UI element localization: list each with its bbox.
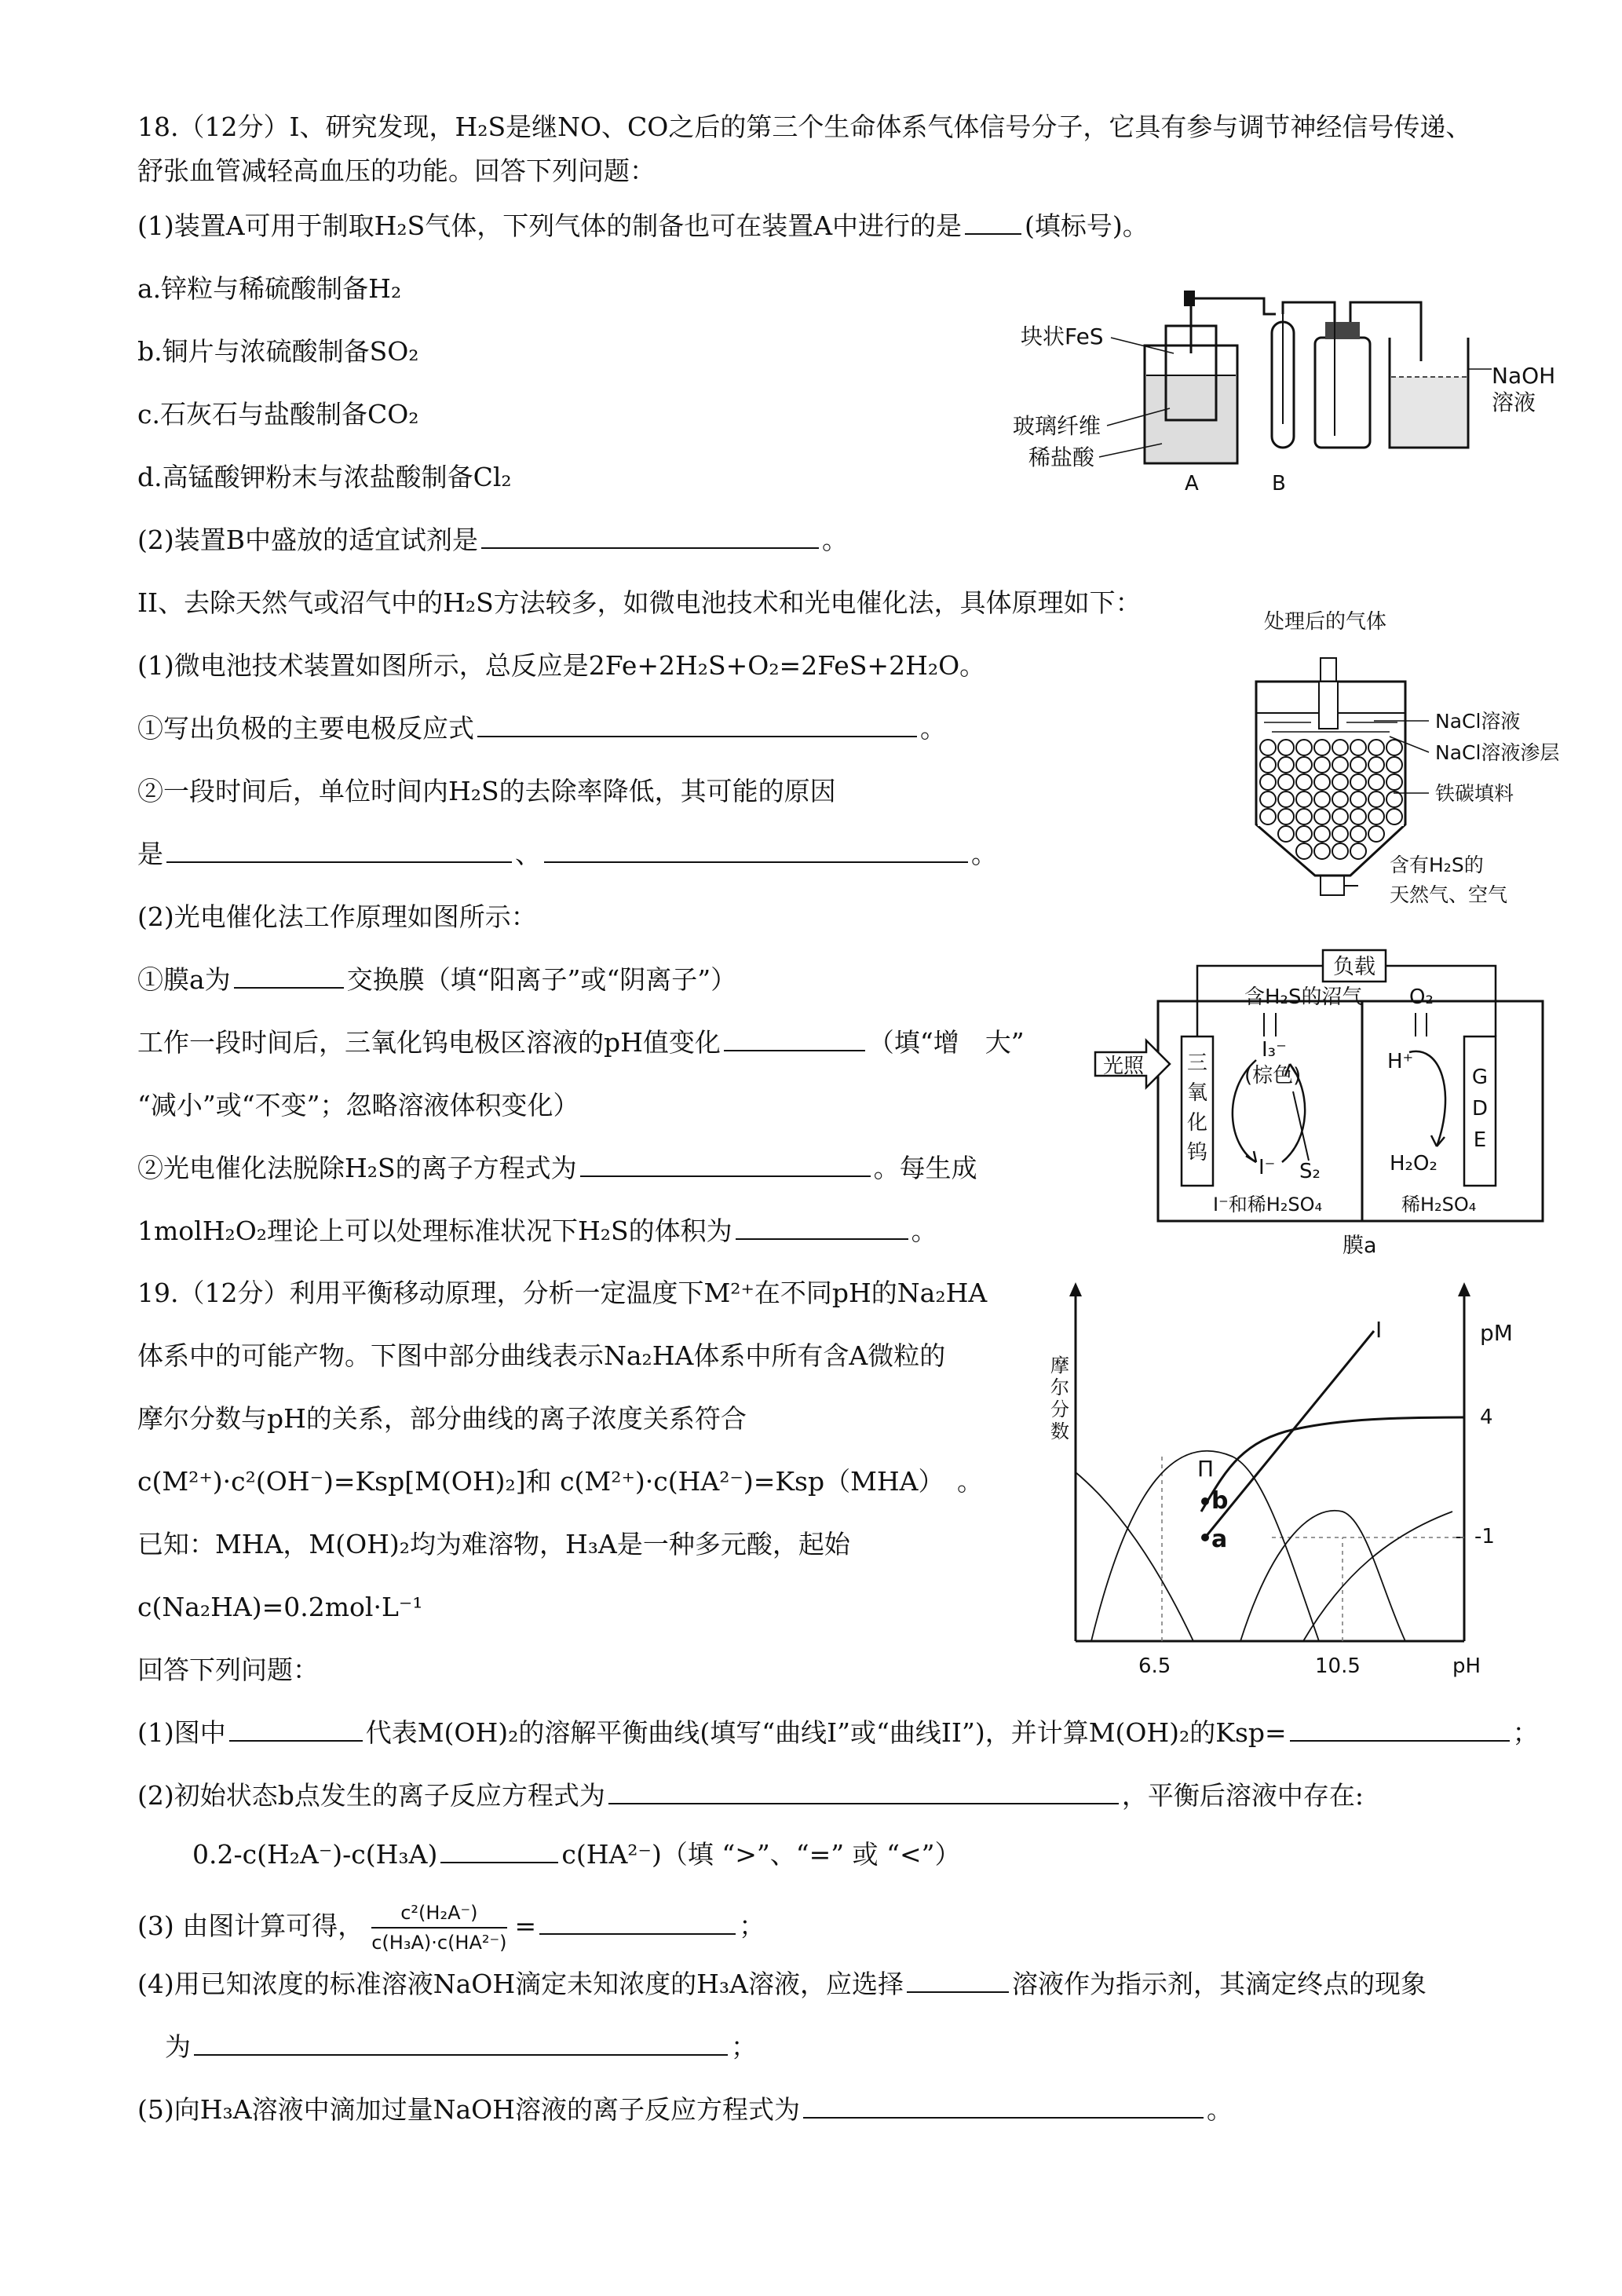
answer-blank[interactable]	[724, 1026, 865, 1051]
photocatalysis-ph-text: 工作一段时间后，三氧化钨电极区溶液的pH值变化	[137, 1027, 721, 1058]
photocatalysis-q2-text: ②光电催化法脱除H₂S的离子方程式为	[137, 1153, 577, 1183]
q19-line3: 摩尔分数与pH的关系，部分曲线的离子浓度关系符合	[137, 1403, 747, 1434]
q19-line7: 回答下列问题：	[137, 1654, 319, 1685]
wo3-char-4: 钨	[1186, 1141, 1208, 1164]
answer-blank[interactable]	[608, 1779, 1119, 1804]
ylabel-char-1: 摩	[1050, 1355, 1069, 1377]
gde-char-g: G	[1471, 1066, 1489, 1089]
label-naoh: NaOH	[1492, 363, 1556, 389]
label-light: 光照	[1103, 1055, 1145, 1078]
q19-sub3	[137, 1891, 765, 1961]
label-point-b: b	[1211, 1487, 1229, 1515]
photocatalysis-q3	[137, 1214, 937, 1249]
label-lump-fes: 块状FeS	[1021, 324, 1104, 349]
photocatalysis-q1	[137, 963, 736, 997]
q18-section2-title: II、去除天然气或沼气中的H₂S方法较多，如微电池技术和光电催化法，具体原理如下：	[137, 587, 1142, 618]
answer-blank[interactable]	[440, 1838, 558, 1863]
photocatalysis-q2	[137, 1151, 977, 1186]
q19-sub2	[137, 1779, 1364, 1813]
tick-10-5: 10.5	[1315, 1654, 1361, 1678]
point-b	[1201, 1497, 1209, 1505]
microcell-q2-prefix: 是	[137, 839, 163, 869]
photocatalysis-q1-tail: 交换膜（填“阳离子”或“阴离子”）	[346, 964, 737, 995]
q19-sub5	[137, 2093, 1233, 2127]
curve-ii	[1201, 1417, 1464, 1512]
q19-sub2-compare-tail: c(HA²⁻)（填 “>”、“=” 或 “<”）	[561, 1839, 961, 1870]
label-biogas: 含H₂S的沼气	[1244, 985, 1363, 1009]
q19-line6: c(Na₂HA)=0.2mol·L⁻¹	[137, 1592, 423, 1622]
q18-part2	[137, 523, 848, 558]
label-o2: O₂	[1409, 985, 1434, 1009]
label-right-solution: 稀H₂SO₄	[1401, 1194, 1477, 1216]
wo3-char-1: 三	[1186, 1051, 1208, 1075]
photocatalysis-intro: (2)光电催化法工作原理如图所示：	[137, 901, 537, 932]
gde-char-d: D	[1471, 1097, 1489, 1121]
q18-part1-text: (1)装置A可用于制取H₂S气体，下列气体的制备也可在装置A中进行的是	[137, 210, 963, 241]
fraction-numerator: c²(H₂A⁻)	[371, 1900, 506, 1929]
q19-line2: 体系中的可能产物。下图中部分曲线表示Na₂HA体系中所有含A微粒的	[137, 1340, 946, 1371]
q19-line5: 已知：MHA，M(OH)₂均为难溶物，H₃A是一种多元酸，起始	[137, 1529, 850, 1559]
q19-sub5-tail: 。	[1206, 2094, 1233, 2125]
fraction-denominator: c(H₃A)·c(HA²⁻)	[371, 1932, 507, 1954]
wo3-char-2: 氧	[1186, 1081, 1208, 1105]
fraction	[371, 1900, 506, 1955]
mole-fraction-chart	[1044, 1276, 1554, 1684]
answer-blank[interactable]	[1290, 1717, 1510, 1742]
option-c: c.石灰石与盐酸制备CO₂	[137, 399, 419, 430]
right-axis-label-pm: pM	[1480, 1320, 1513, 1346]
photocatalysis-q2-tail: 。每生成	[873, 1153, 977, 1183]
q19-sub5-text: (5)向H₃A溶液中滴加过量NaOH溶液的离子反应方程式为	[137, 2094, 800, 2125]
label-glass-fiber: 玻璃纤维	[1013, 413, 1101, 439]
left-axis-arrow-icon	[1069, 1282, 1082, 1296]
q19-sub2-text: (2)初始状态b点发生的离子反应方程式为	[137, 1780, 605, 1811]
answer-blank[interactable]	[166, 838, 512, 863]
right-axis-arrow-icon	[1458, 1282, 1470, 1296]
answer-blank[interactable]	[580, 1152, 871, 1177]
iron-carbon-filler	[1258, 740, 1404, 859]
photocatalysis-ph	[137, 1026, 1025, 1060]
answer-blank[interactable]	[229, 1717, 363, 1742]
q19-sub4-tail: 溶液作为指示剂，其滴定终点的现象	[1011, 1969, 1427, 1999]
microcell-intro: (1)微电池技术装置如图所示，总反应是2Fe+2H₂S+O₂=2FeS+2H₂O。	[137, 650, 986, 681]
photocatalysis-figure	[1087, 934, 1558, 1264]
answer-blank[interactable]	[481, 524, 819, 549]
q18-part1-tail: (填标号)。	[1025, 210, 1149, 241]
q19-line1: 19.（12分）利用平衡移动原理，分析一定温度下M²⁺在不同pH的Na₂HA	[137, 1278, 988, 1308]
q19-sub4b	[165, 2030, 757, 2064]
label-gas-in-2: 天然气、空气	[1390, 883, 1508, 906]
gde-char-e: E	[1473, 1128, 1487, 1152]
q19-sub2-compare-text: 0.2-c(H₂A⁻)-c(H₃A)	[192, 1839, 438, 1870]
answer-blank[interactable]	[194, 2031, 728, 2056]
microcell-q1-text: ①写出负极的主要电极反应式	[137, 713, 474, 744]
microcell-q2-answer	[137, 837, 997, 872]
q19-sub4	[137, 1967, 1427, 2002]
q18-part1	[137, 209, 1149, 243]
label-curve-ii: Π	[1197, 1456, 1215, 1482]
label-brown: (棕色)	[1244, 1064, 1302, 1088]
q19-sub1	[137, 1716, 1539, 1750]
answer-blank[interactable]	[477, 712, 917, 737]
label-a: A	[1185, 472, 1199, 495]
microcell-q1	[137, 711, 946, 746]
tick-minus-1: -1	[1474, 1525, 1495, 1548]
separator: 、	[515, 839, 541, 869]
option-b: b.铜片与浓硫酸制备SO₂	[137, 336, 419, 367]
q19-sub4b-text: 为	[165, 2031, 191, 2062]
label-solution: 溶液	[1492, 389, 1536, 415]
equals-sign: =	[514, 1910, 537, 1941]
bottle	[1315, 338, 1370, 448]
label-gas-in-1: 含有H₂S的	[1390, 854, 1484, 876]
photocatalysis-q1-text: ①膜a为	[137, 964, 231, 995]
point-a	[1201, 1534, 1209, 1541]
q19-sub4b-tail: ；	[731, 2031, 757, 2062]
ylabel-char-2: 尔	[1050, 1377, 1069, 1398]
photocatalysis-ph-tail: （填“增 大”	[868, 1027, 1025, 1058]
label-point-a: a	[1211, 1526, 1228, 1553]
label-b: B	[1272, 472, 1286, 495]
species-curves	[1076, 1451, 1452, 1641]
q18-intro-line1: 18.（12分）Ⅰ、研究发现，H₂S是继NO、CO之后的第三个生命体系气体信号分子，它具有参与调节神经信号传递、	[137, 112, 1472, 142]
q18-part2-text: (2)装置B中盛放的适宜试剂是	[137, 525, 478, 555]
microcell-q2-tail: 。	[971, 839, 997, 869]
ylabel-char-4: 数	[1050, 1420, 1069, 1442]
q19-sub2-tail: ，平衡后溶液中存在:	[1121, 1780, 1364, 1811]
label-i3: I₃⁻	[1262, 1038, 1287, 1062]
curve-h3a	[1076, 1472, 1193, 1641]
answer-blank[interactable]	[803, 2093, 1204, 2119]
answer-blank[interactable]	[736, 1215, 908, 1240]
label-curve-i: I	[1375, 1317, 1383, 1343]
microcell-figure	[1233, 605, 1594, 915]
label-treated-gas: 处理后的气体	[1264, 610, 1387, 634]
label-h2o2: H₂O₂	[1390, 1152, 1438, 1175]
curve-i	[1205, 1331, 1374, 1537]
tick-4: 4	[1480, 1406, 1493, 1429]
q19-sub1-mid: 代表M(OH)₂的溶解平衡曲线(填写“曲线Ⅰ”或“曲线II”)，并计算M(OH)₂的Ksp=	[365, 1717, 1287, 1748]
q19-sub2-compare	[192, 1837, 960, 1872]
label-membrane: 膜a	[1343, 1234, 1377, 1258]
photocatalysis-q3-text: 1molH₂O₂理论上可以处理标准状况下H₂S的体积为	[137, 1216, 732, 1246]
label-load: 负载	[1333, 955, 1375, 979]
answer-blank[interactable]	[965, 210, 1021, 235]
q19-sub1-text: (1)图中	[137, 1717, 226, 1748]
option-a: a.锌粒与稀硫酸制备H₂	[137, 273, 402, 304]
label-h-plus: H⁺	[1387, 1050, 1414, 1073]
q19-sub3-text: (3) 由图计算可得，	[137, 1910, 364, 1941]
label-left-solution: I⁻和稀H₂SO₄	[1213, 1194, 1323, 1216]
photocatalysis-q3-tail: 。	[911, 1216, 937, 1246]
photocatalysis-ph-hint: “减小”或“不变”；忽略溶液体积变化）	[137, 1090, 579, 1121]
curve-a	[1303, 1512, 1452, 1641]
q19-sub3-tail: ；	[739, 1910, 765, 1941]
label-iodide: I⁻	[1259, 1156, 1276, 1179]
answer-blank[interactable]	[907, 1968, 1009, 1993]
microcell-q1-tail: 。	[920, 713, 946, 744]
label-fe-c-filler: 铁碳填料	[1435, 782, 1514, 805]
q19-sub4-text: (4)用已知浓度的标准溶液NaOH滴定未知浓度的H₃A溶液，应选择	[137, 1969, 904, 1999]
tick-6-5: 6.5	[1138, 1654, 1171, 1678]
wo3-char-3: 化	[1186, 1111, 1208, 1135]
ylabel-char-3: 分	[1050, 1398, 1069, 1420]
option-d: d.高锰酸钾粉末与浓盐酸制备Cl₂	[137, 462, 512, 492]
label-dilute-hcl: 稀盐酸	[1028, 444, 1095, 470]
label-s2: S₂	[1299, 1160, 1321, 1183]
q19-line4: c(M²⁺)·c²(OH⁻)=Ksp[M(OH)₂]和 c(M²⁺)·c(HA²⁻)=Ksp（MHA） 。	[137, 1466, 983, 1497]
answer-blank[interactable]	[234, 963, 344, 989]
xlabel-ph: pH	[1452, 1654, 1481, 1678]
label-nacl-seep: NaCl溶液渗层	[1435, 741, 1560, 764]
q19-sub1-tail: ；	[1512, 1717, 1539, 1748]
apparatus-figure	[1005, 283, 1570, 495]
answer-blank[interactable]	[539, 1910, 736, 1935]
q18-intro-line2: 舒张血管减轻高血压的功能。回答下列问题：	[137, 155, 656, 186]
microcell-q2: ②一段时间后，单位时间内H₂S的去除率降低，其可能的原因	[137, 776, 836, 806]
answer-blank[interactable]	[544, 838, 968, 863]
q18-part2-tail: 。	[822, 525, 848, 555]
label-nacl-solution: NaCl溶液	[1435, 710, 1521, 733]
curve-ha	[1240, 1511, 1405, 1641]
